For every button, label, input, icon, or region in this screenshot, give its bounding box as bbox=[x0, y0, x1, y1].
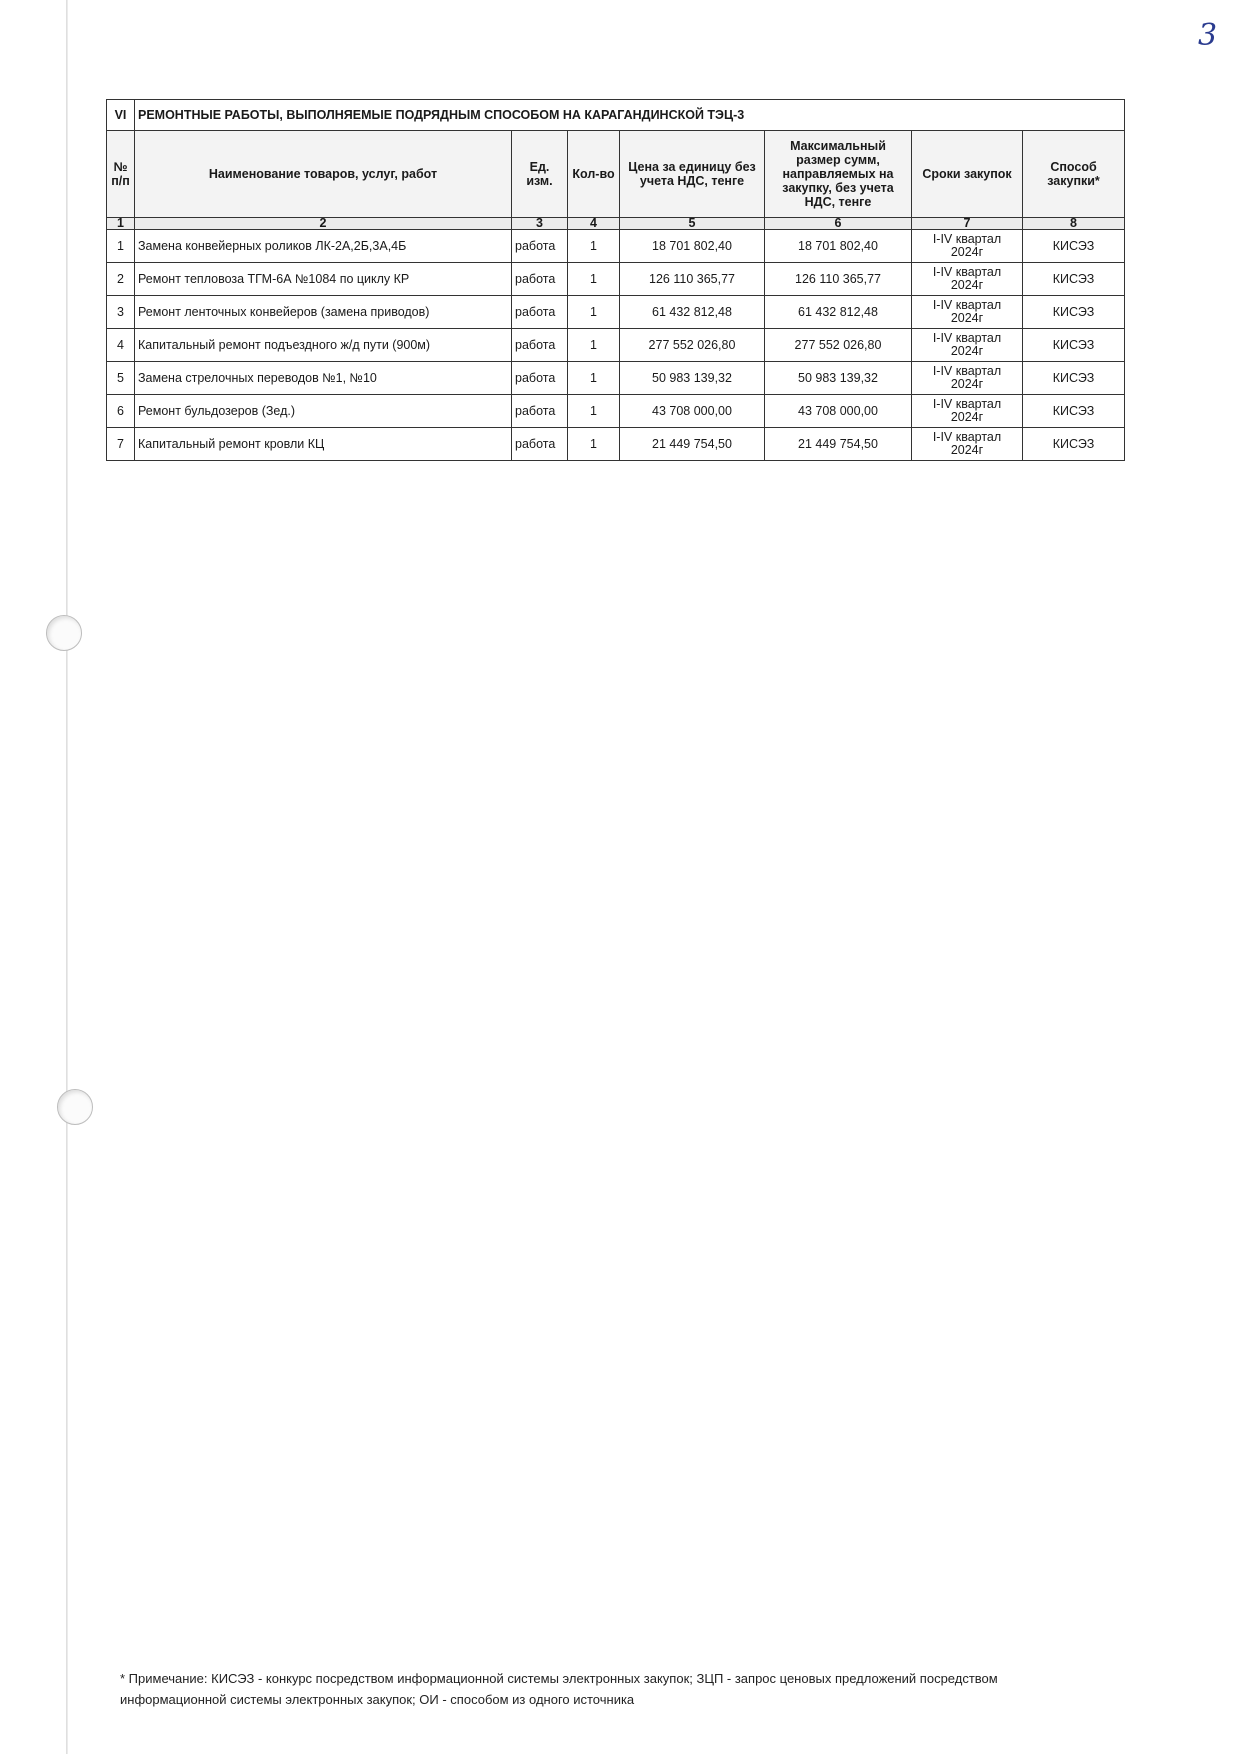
row-number: 3 bbox=[107, 296, 135, 329]
row-max-sum: 126 110 365,77 bbox=[765, 263, 912, 296]
row-number: 5 bbox=[107, 362, 135, 395]
row-name: Замена стрелочных переводов №1, №10 bbox=[135, 362, 512, 395]
row-method: КИСЭЗ bbox=[1023, 263, 1125, 296]
header-qty: Кол-во bbox=[568, 131, 620, 218]
row-number: 6 bbox=[107, 395, 135, 428]
column-number: 8 bbox=[1023, 218, 1125, 230]
column-number: 4 bbox=[568, 218, 620, 230]
row-qty: 1 bbox=[568, 263, 620, 296]
row-term: I-IV квартал 2024г bbox=[912, 329, 1023, 362]
row-qty: 1 bbox=[568, 296, 620, 329]
header-num: № п/п bbox=[107, 131, 135, 218]
row-max-sum: 50 983 139,32 bbox=[765, 362, 912, 395]
row-term: I-IV квартал 2024г bbox=[912, 263, 1023, 296]
row-term: I-IV квартал 2024г bbox=[912, 428, 1023, 461]
row-max-sum: 277 552 026,80 bbox=[765, 329, 912, 362]
column-number: 2 bbox=[135, 218, 512, 230]
row-term: I-IV квартал 2024г bbox=[912, 395, 1023, 428]
table-row bbox=[107, 395, 1125, 428]
row-price: 126 110 365,77 bbox=[620, 263, 765, 296]
section-title: РЕМОНТНЫЕ РАБОТЫ, ВЫПОЛНЯЕМЫЕ ПОДРЯДНЫМ СПОСОБОМ НА КАРАГАНДИНСКОЙ ТЭЦ-3 bbox=[135, 100, 1125, 131]
table-row bbox=[107, 362, 1125, 395]
punch-hole bbox=[57, 1089, 93, 1125]
header-row bbox=[107, 131, 1125, 218]
column-number: 5 bbox=[620, 218, 765, 230]
row-unit: работа bbox=[512, 329, 568, 362]
row-term: I-IV квартал 2024г bbox=[912, 230, 1023, 263]
column-number: 7 bbox=[912, 218, 1023, 230]
row-name: Капитальный ремонт подъездного ж/д пути (900м) bbox=[135, 329, 512, 362]
row-max-sum: 21 449 754,50 bbox=[765, 428, 912, 461]
row-max-sum: 18 701 802,40 bbox=[765, 230, 912, 263]
row-method: КИСЭЗ bbox=[1023, 362, 1125, 395]
row-price: 43 708 000,00 bbox=[620, 395, 765, 428]
row-term: I-IV квартал 2024г bbox=[912, 362, 1023, 395]
row-qty: 1 bbox=[568, 395, 620, 428]
section-number: VI bbox=[107, 100, 135, 131]
row-price: 18 701 802,40 bbox=[620, 230, 765, 263]
row-unit: работа bbox=[512, 395, 568, 428]
column-number: 6 bbox=[765, 218, 912, 230]
row-name: Замена конвейерных роликов ЛК-2А,2Б,3А,4Б bbox=[135, 230, 512, 263]
row-max-sum: 61 432 812,48 bbox=[765, 296, 912, 329]
works-table bbox=[106, 99, 1125, 461]
header-method: Способ закупки* bbox=[1023, 131, 1125, 218]
row-name: Ремонт тепловоза ТГМ-6А №1084 по циклу КР bbox=[135, 263, 512, 296]
row-qty: 1 bbox=[568, 329, 620, 362]
row-price: 21 449 754,50 bbox=[620, 428, 765, 461]
row-unit: работа bbox=[512, 230, 568, 263]
row-price: 277 552 026,80 bbox=[620, 329, 765, 362]
row-price: 50 983 139,32 bbox=[620, 362, 765, 395]
row-method: КИСЭЗ bbox=[1023, 296, 1125, 329]
row-term: I-IV квартал 2024г bbox=[912, 296, 1023, 329]
row-number: 2 bbox=[107, 263, 135, 296]
row-method: КИСЭЗ bbox=[1023, 329, 1125, 362]
row-number: 1 bbox=[107, 230, 135, 263]
column-number-row bbox=[107, 218, 1125, 230]
footnote: * Примечание: КИСЭЗ - конкурс посредством информационной системы электронных закупок; ЗЦП - запрос ценовых предложений посредством информационной системы электронных закупок; ОИ - способом из одного источника bbox=[120, 1671, 998, 1707]
punch-hole bbox=[46, 615, 82, 651]
header-term: Сроки закупок bbox=[912, 131, 1023, 218]
row-number: 7 bbox=[107, 428, 135, 461]
row-qty: 1 bbox=[568, 230, 620, 263]
row-unit: работа bbox=[512, 428, 568, 461]
table-row bbox=[107, 296, 1125, 329]
row-unit: работа bbox=[512, 296, 568, 329]
row-qty: 1 bbox=[568, 428, 620, 461]
page-edge bbox=[66, 0, 68, 1754]
row-qty: 1 bbox=[568, 362, 620, 395]
column-number: 3 bbox=[512, 218, 568, 230]
row-method: КИСЭЗ bbox=[1023, 395, 1125, 428]
table-row bbox=[107, 428, 1125, 461]
column-number: 1 bbox=[107, 218, 135, 230]
row-unit: работа bbox=[512, 362, 568, 395]
table-row bbox=[107, 263, 1125, 296]
table-row bbox=[107, 230, 1125, 263]
row-unit: работа bbox=[512, 263, 568, 296]
section-title-row bbox=[107, 100, 1125, 131]
row-number: 4 bbox=[107, 329, 135, 362]
row-max-sum: 43 708 000,00 bbox=[765, 395, 912, 428]
row-method: КИСЭЗ bbox=[1023, 230, 1125, 263]
header-unit: Ед. изм. bbox=[512, 131, 568, 218]
header-name: Наименование товаров, услуг, работ bbox=[135, 131, 512, 218]
header-max-sum: Максимальный размер сумм, направляемых на закупку, без учета НДС, тенге bbox=[765, 131, 912, 218]
row-name: Ремонт ленточных конвейеров (замена приводов) bbox=[135, 296, 512, 329]
row-price: 61 432 812,48 bbox=[620, 296, 765, 329]
row-name: Капитальный ремонт кровли КЦ bbox=[135, 428, 512, 461]
header-price: Цена за единицу без учета НДС, тенге bbox=[620, 131, 765, 218]
table-row bbox=[107, 329, 1125, 362]
page-number: 3 bbox=[1198, 18, 1218, 53]
row-name: Ремонт бульдозеров (Зед.) bbox=[135, 395, 512, 428]
row-method: КИСЭЗ bbox=[1023, 428, 1125, 461]
